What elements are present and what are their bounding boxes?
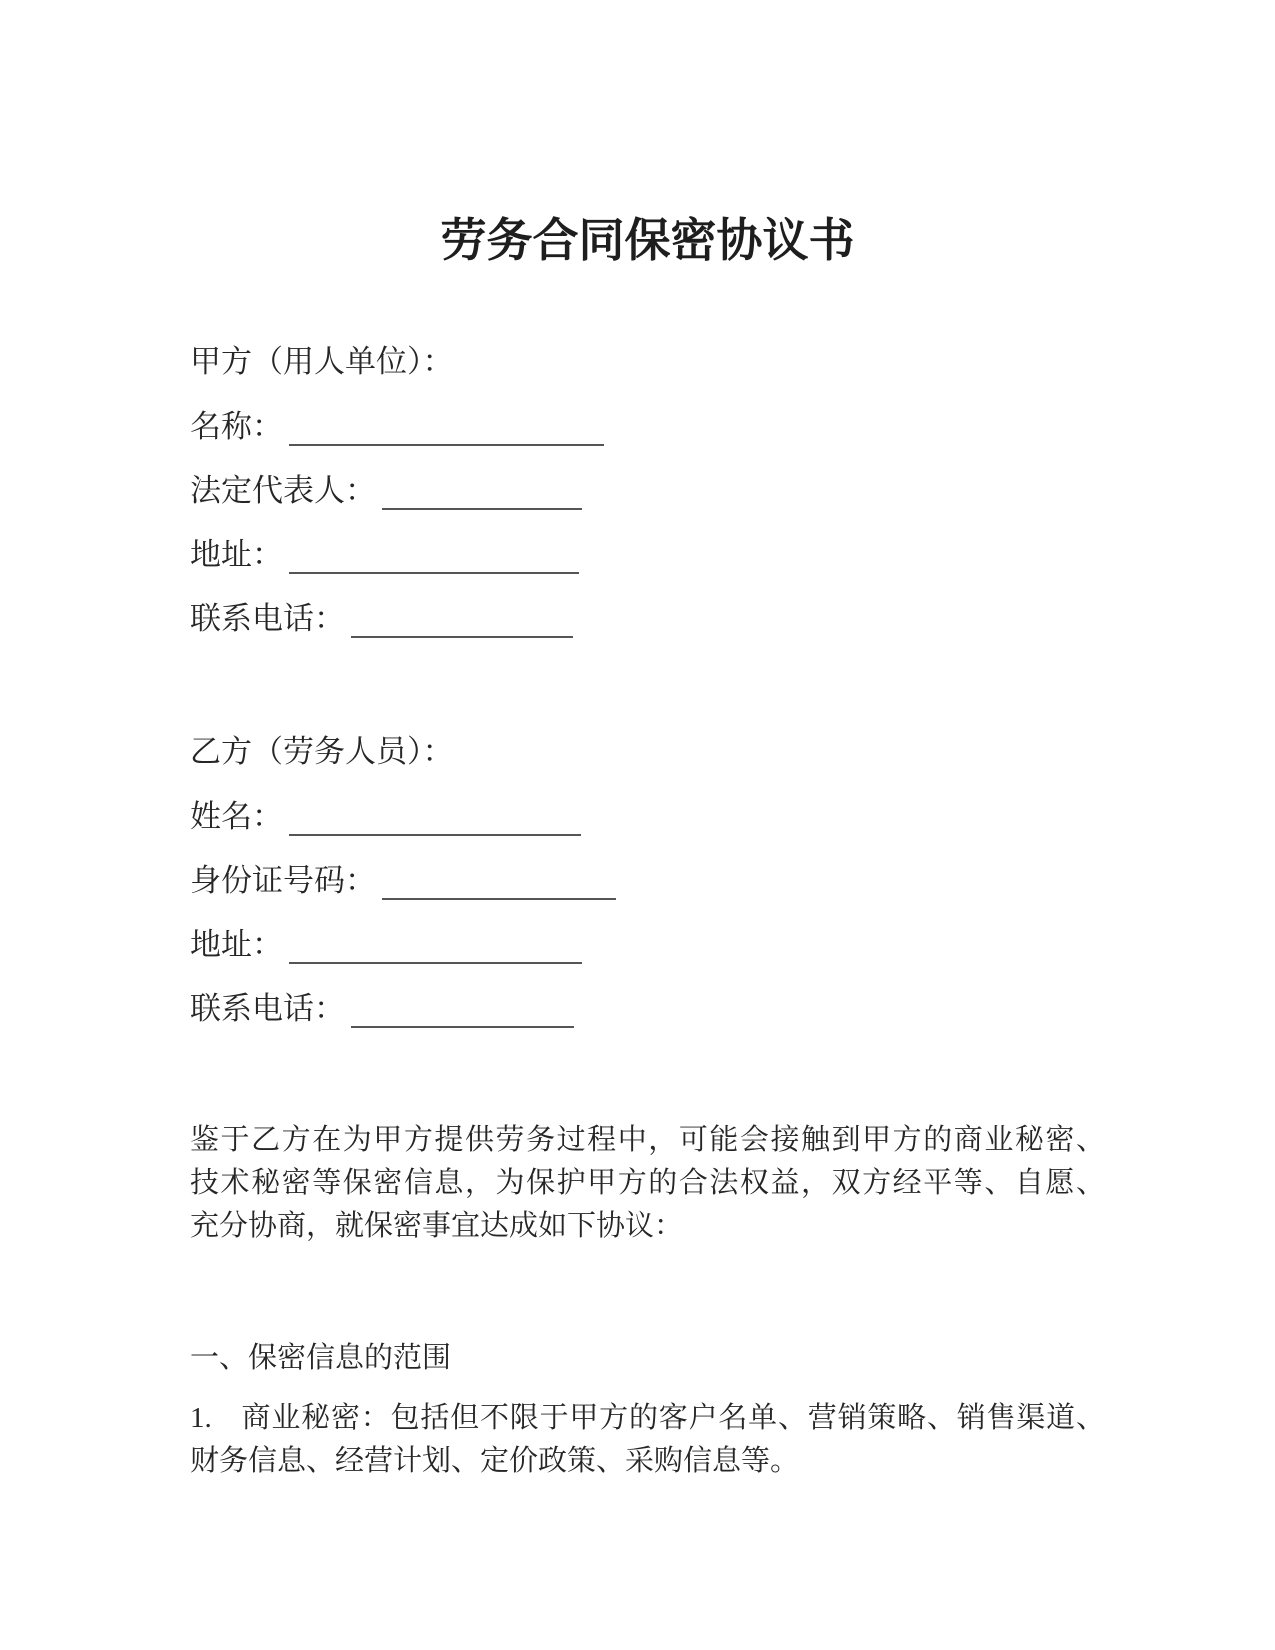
section-1-heading: 一、保密信息的范围 bbox=[190, 1342, 452, 1374]
field-row-party-b-phone bbox=[190, 987, 1105, 1031]
field-blank-line bbox=[351, 606, 573, 638]
field-blank-line bbox=[382, 868, 616, 900]
field-row-party-a-name bbox=[190, 405, 1105, 449]
field-label: 姓名： bbox=[190, 799, 283, 834]
party-a-heading: 甲方（用人单位）： bbox=[190, 344, 454, 379]
field-label: 地址： bbox=[190, 927, 283, 962]
field-blank-line bbox=[289, 542, 579, 574]
field-label: 法定代表人： bbox=[190, 473, 376, 508]
document-title: 劳务合同保密协议书 bbox=[440, 215, 855, 266]
field-label: 名称： bbox=[190, 409, 283, 444]
clause-1-line-2: 财务信息、经营计划、定价政策、采购信息等。 bbox=[190, 1445, 800, 1477]
field-row-party-b-address bbox=[190, 923, 1105, 967]
clause-1-line-1: 1. 商业秘密：包括但不限于甲方的客户名单、营销策略、销售渠道、 bbox=[190, 1402, 1105, 1434]
field-blank-line bbox=[351, 996, 574, 1028]
field-label: 身份证号码： bbox=[190, 863, 376, 898]
preamble-line-2: 技术秘密等保密信息，为保护甲方的合法权益，双方经平等、自愿、 bbox=[190, 1167, 1105, 1199]
preamble-line-3: 充分协商，就保密事宜达成如下协议： bbox=[190, 1210, 684, 1242]
field-row-party-b-name bbox=[190, 795, 1105, 839]
field-label: 地址： bbox=[190, 537, 283, 572]
field-blank-line bbox=[289, 414, 604, 446]
field-label: 联系电话： bbox=[190, 601, 345, 636]
field-row-party-a-phone bbox=[190, 597, 1105, 641]
field-row-party-a-legal-rep bbox=[190, 469, 1105, 513]
field-label: 联系电话： bbox=[190, 991, 345, 1026]
field-blank-line bbox=[289, 932, 582, 964]
field-blank-line bbox=[289, 804, 581, 836]
field-row-party-a-address bbox=[190, 533, 1105, 577]
party-b-heading: 乙方（劳务人员）： bbox=[190, 734, 454, 769]
preamble-line-1: 鉴于乙方在为甲方提供劳务过程中，可能会接触到甲方的商业秘密、 bbox=[190, 1124, 1105, 1156]
field-blank-line bbox=[382, 478, 582, 510]
field-row-party-b-id-number bbox=[190, 859, 1105, 903]
